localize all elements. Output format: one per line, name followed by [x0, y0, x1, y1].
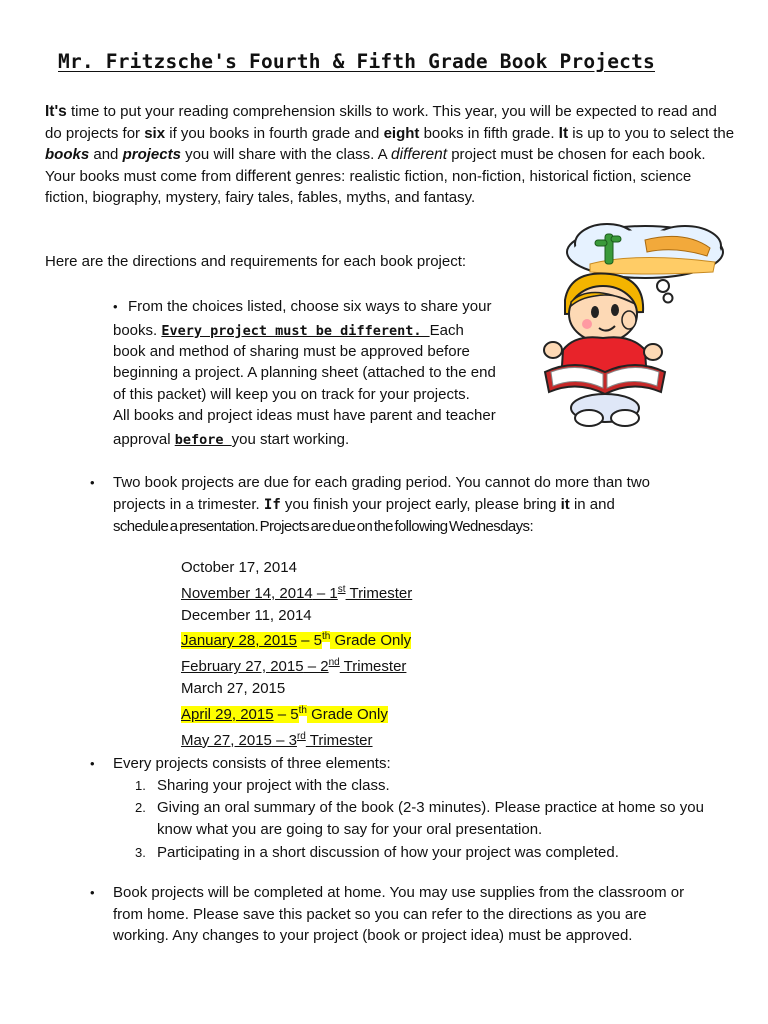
due-date-row: [181, 579, 412, 605]
step-text: Sharing your project with the class.: [157, 777, 390, 794]
due-date-note: Trimester: [305, 731, 373, 749]
due-date-note: – 5: [273, 705, 299, 723]
due-date: March 27, 2015: [181, 679, 286, 697]
due-date-row: [181, 605, 412, 627]
bullet-completed-at-home: Book projects will be completed at home. You may use supplies from the classroom or from home. Please save this packet so you can refer to the directions as you are working. Any changes to your project (book or project idea) must be approved.: [113, 884, 685, 945]
bullet-dot: •: [90, 885, 95, 900]
due-date-note: – 2: [303, 658, 329, 676]
due-date: January 28, 2015: [181, 632, 297, 650]
boy-reading-clipart: [535, 222, 740, 437]
due-date-row: [181, 652, 412, 678]
every-project-different: Every project must be different.: [161, 322, 430, 339]
due-date-row: [181, 700, 412, 726]
ordinal-suffix: th: [321, 631, 331, 643]
due-date-row: [181, 626, 412, 652]
due-date: October 17, 2014: [181, 559, 297, 576]
due-date-row: [181, 678, 412, 700]
bullet-dot: •: [90, 756, 95, 771]
before-emphasis: before: [174, 431, 232, 448]
directions-intro: Here are the directions and requirements for each book project:: [45, 253, 467, 270]
due-date-note: Grade Only: [330, 632, 412, 650]
due-date-note: – 5: [296, 632, 322, 650]
ordinal-suffix: rd: [296, 730, 306, 742]
bullet-due-dates: Two book projects are due for each grading period. You cannot do more than two projects in a trimester. If you finish your project early, please bring it in and schedule a presentation. Projects are due on the following Wednesdays:: [113, 474, 651, 536]
intro-paragraph: It's time to put your reading comprehension skills to work. This year, you will be expected to read and do projects for six if you books in fourth grade and eight books in fifth grade. It is up to you to select the books and projects you will share with the class. A different project must be chosen for each book. Your books must come from different genres: realistic fiction, non-fiction, historical fiction, science fiction, biography, mystery, fairy tales, fables, myths, and fantasy.: [45, 103, 735, 207]
project-element-item: [135, 842, 715, 864]
ordinal-suffix: st: [337, 583, 346, 595]
ordinal-suffix: nd: [328, 657, 340, 669]
project-element-item: [135, 797, 715, 841]
step-number: 2.: [135, 799, 146, 815]
due-dates-list: [181, 557, 412, 751]
due-date-row: [181, 726, 412, 752]
due-date-note: Trimester: [345, 584, 413, 602]
project-element-item: [135, 775, 715, 797]
step-number: 3.: [135, 845, 146, 861]
due-date-note: – 1: [312, 584, 338, 602]
due-date-note: Trimester: [339, 658, 407, 676]
due-date: December 11, 2014: [181, 606, 312, 624]
step-number: 1.: [135, 778, 146, 793]
bullet-project-elements: Every projects consists of three elements:: [113, 755, 391, 772]
due-date: May 27, 2015: [181, 731, 272, 749]
due-date-note: – 3: [271, 731, 297, 749]
due-date-note: Grade Only: [306, 705, 388, 723]
step-text: Participating in a short discussion of how your project was completed.: [157, 844, 619, 862]
page-title: Mr. Fritzsche's Fourth & Fifth Grade Book Projects: [58, 50, 655, 73]
bullet-choose-projects: From the choices listed, choose six ways to share your books. Every project must be different. Each book and method of sharing must be approved before beginning a project. A planning sheet (attached to the end of this packet) will keep you on track for your projects. All books and project ideas must have parent and teacher approval before you start working.: [113, 298, 496, 448]
step-text: Giving an oral summary of the book (2-3 minutes). Please practice at home so you know what you are going to say for your oral presentation.: [157, 798, 704, 838]
due-date-row: [181, 557, 412, 579]
project-elements-list: [135, 775, 715, 864]
due-date: November 14, 2014: [181, 584, 313, 602]
bullet-dot: •: [90, 475, 95, 490]
bullet-dot: •: [113, 299, 118, 314]
due-date: April 29, 2015: [181, 705, 274, 723]
ordinal-suffix: th: [298, 704, 307, 716]
due-date: February 27, 2015: [181, 658, 304, 676]
